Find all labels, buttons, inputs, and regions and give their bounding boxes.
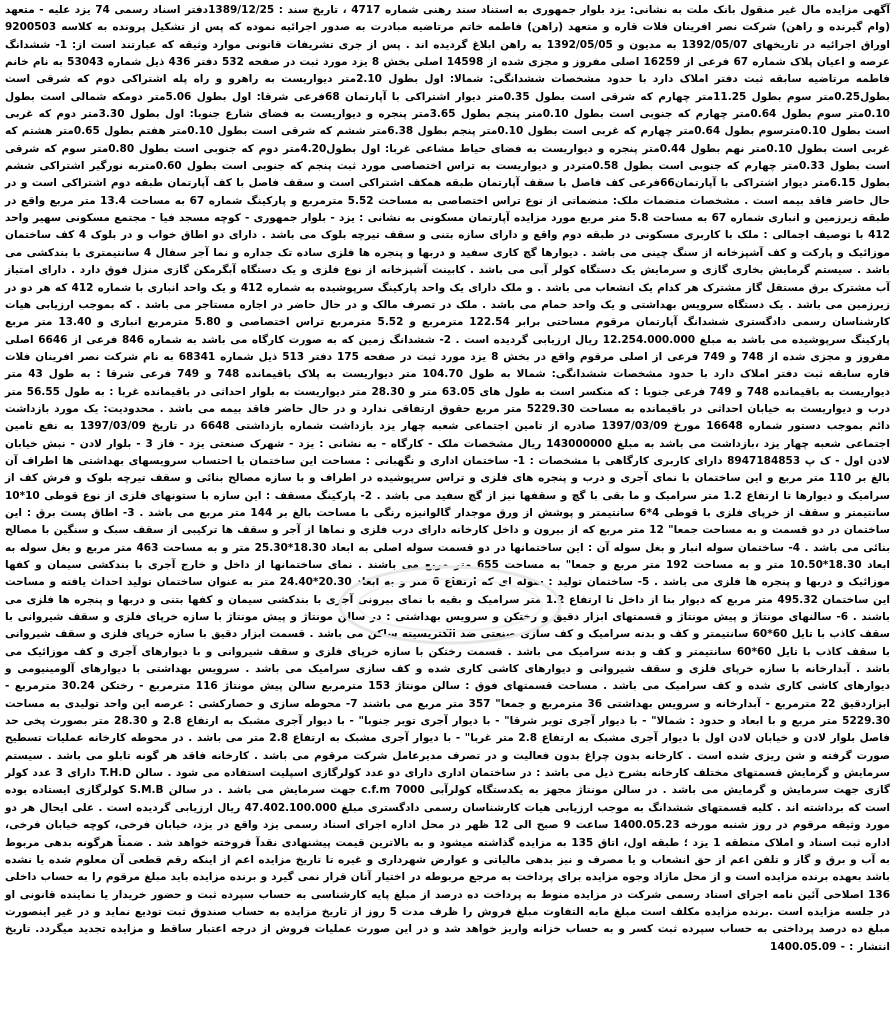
notice-body: آگهی مزایده مال غیر منقول بانک ملت به نشانی: یزد بلوار جمهوری به استناد سند رهنی شماره 4717 ، تاریخ سند : 1389/12/25دفتر اسناد رسمی 74 یزد علیه - متعهد (وام گیرنده و راهن) شرکت نصر افرینان فلات قاره و متعهد (راهن) فاطمه خاتم مرتاضیه مبادرت به صدور اجرائیه نموده که پس از تشکیل پرونده به کلاسه 9200503 اوراق اجرائیه در تاریخهای 1392/05/07 به مدیون و 1392/05/05 به راهن ابلاغ گردیده اند . پس از جری تشریفات قانونی موارد وثیقه که عبارتند است از: 1- ششدانگ عرصه و اعیان پلاک شماره 67 فرعی از 16259 اصلی مفروز و مجزی شده از 14598 اصلی بخش 8 یزد مورد ثبت در صفحه 532 دفتر 436 ذیل شماره 53043 به نام خانم فاطمه مرتاضیه سابقه ثبت دفتر املاک دارد با حدود مشخصات ششدانگی: شمالا: اول بطول 2.10متر دیواریست به راهرو و راه پله اشتراکی دوم که شرقی است بطول0.25متر سوم بطول 11.25متر چهارم که شرقی است بطول 0.35متر دیوار اشتراکی با آپارتمان 68فرعی شرقا: اول بطول 5.06متر دومکه شمالی است بطول 0.10متر سوم بطول 0.64متر چهارم که جنوبی است بطول 0.10متر پنجم بطول 3.65متر پنجره و دیواریست به فضای شارع جنوبا: اول بطول 3.30متر دوم که غربی است بطول 0.10مترسوم بطول 0.64متر چهارم که غربی است بطول 0.10متر پنجم بطول 6.38متر ششم که شرقی است بطول 0.10متر هفتم بطول 0.65متر هشتم که غربی است بطول 0.10متر نهم بطول 0.44متر پنجره و دیواریست به فضای حیاط مشاعی غربا: اول بطول4.20متر دوم که جنوبی است بطول 0.80متر سوم که شرقی است بطول 0.33متر چهارم که جنوبی است بطول 0.58متردر و دیواریست به تراس اختصاصی مورد ثبت پنجم که جنوبی است بطول 0.60متربه نورگیر اشتراکی ششم بطول 6.15متر دیوار اشتراکی با آپارتمان66فرعی کف فاصل با سقف آپارتمان طبقه همکف اشتراکی است و سقف فاصل با کف آپارتمان طبقه دوم اشتراکی است و در حال حاضر فاقد بیمه است . مشخصات منضمات ملک: منضماتی از نوع تراس اختصاصی به مساحت 5.52 مترمربع و پارکینگ شماره 67 به مساحت 13.4 متر مربع واقع در طبقه زیرزمین و انباری شماره 67 به مساحت 5.8 متر مربع مورد مزایده آپارتمان مسکونی به نشانی : یزد - بلوار جمهوری - کوچه مسجد فیا - مجتمع مسکونی سهیر واحد 412 با توصیف اجمالی : ملک با کاربری مسکونی در طبقه دوم واقع و دارای سازه بتنی و سقف تیرچه بلوک می باشد . دارای دو اطاق خواب و در بلوک 4 کف ساختمان موزائیک و پارکت و کف آشپزخانه از سنگ چینی می باشد . دیوارها گچ کاری سفید و دربها و پنجره ها فلزی ساده تک جداره و نما آجر سفال 4 سانتیمتری با بندکشی می باشد . سیستم گرمایش بخاری گازی و سرمایش یک دستگاه کولر آبی می باشد . کابینت آشپزخانه از نوع فلزی و یک دستگاه آبگرمکن گازی منزل فوق دارد . دارای امتیاز آب مشترک برق مستقل گاز مشترک هر کدام یک انشعاب می باشد . و ملک دارای یک واحد پارکینگ سرپوشیده به شماره 412 و یک واحد انباری با شماره 412 که هر دو در زیرزمین می باشد . یک دستگاه سرویس بهداشتی و یک واحد حمام می باشد . ملک در تصرف مالک و در حال حاضر در اجاره مستاجر می باشد . که بموجب ارزیابی هیات کارشناسان رسمی دادگستری ششدانگ آپارتمان مرقوم مساحتی برابر 122.54 مترمربع و 5.52 مترمربع تراس اختصاصی و 5.80 مترمربع انباری و 13.40 متر مربع پارکینگ سرپوشیده می باشد به مبلغ 12.254.000.000 ریال ارزیابی گردیده است . 2- ششدانگ زمین که به صورت کارگاه می باشد به شماره 846 فرعی از 6646 اصلی مفروز و مجزی شده از 748 و 749 فرعی از اصلی مرقوم واقع در بخش 8 یزد مورد ثبت در صفحه 175 دفتر 513 ذیل شماره 68341 به نام شرکت نصر افرینان فلات قاره سابقه ثبت دفتر املاک دارد با حدود مشخصات ششدانگی: شمالا به طول 104.70 متر دیواریست به پلاک باقیمانده 748 و 749 فرعی شرقا : به طول 43 متر دیواریست به باقیمانده 748 و 749 فرعی جنوبا : که منکسر است به طول های 63.05 متر و 28.30 متر دیواریست به بلوار احداثی در باقیمانده غربا : به طول 56.55 متر درب و دیواریست به خیابان احداثی در باقیمانده به مساحت 5229.30 متر مربع حقوق ارتفاقی ندارد و در حال حاضر فاقد بیمه می باشد . محدودیت: یک مورد بازداشت دائم بموجب دستور شماره 16648 مورخ 1397/03/09 صادره از تامین اجتماعی شعبه چهار یزد بازداشت شماره بازداشتی 6648 در تاریخ 1397/03/09 به نفع تامین اجتماعی شعبه چهار یزد ،بازداشت می باشد به مبلغ 143000000 ریال مشخصات ملک - کارگاه - به نشانی : یزد - شهرک صنعتی یزد - فاز 3 - بلوار لادن - نبش خیابان لادن اول - ک پ 8947184853 دارای کاربری کارگاهی با مشخصات : 1- ساختمان اداری و نگهبانی : مساحت این ساختمان با احتساب سرویسهای بهداشتی ها اطراف آن بالغ بر 110 متر مربع و این ساختمان با نمای آجری و درب و پنجره های فلزی و تراس سرپوشیده در اطراف و با سازه مصالح بنائی و سقف تیرچه بلوک و فرش کف از سرامیک و دیوارها تا ارتفاع 1.2 متر سرامیک و ما بقی با گچ و سقفها نیز از گچ سفید می باشد . 2- پارکینگ مسقف : این سازه با ستونهای فلزی از نوع قوطی 10*10 سانتیمتر و سقف از خرپای فلزی با قوطی 4*6 سانتیمتر و پوشش از ورق موجدار گالوانیزه رنگی با مساحت بالغ بر 144 متر مربع می باشد . 3- اطاق پست برق : این ساختمان در دو قسمت و به مساحت جمعا" 12 متر مربع که از بیرون و داخل کارخانه دارای درب فلزی و نماها از آجر و سقف ها ترکیبی از سقف سبک و سنگین با مصالح بنائی می باشد . 4- ساختمان سوله انبار و بغل سوله آن : این ساختمانها در دو قسمت سوله اصلی به ابعاد 18.30*25.30 متر و به مساحت 463 متر مربع و بغل سوله به ابعاد 18.30*10.50 متر و به مساحت 192 متر مربع و جمعا" به مساحت 655 متر مربع می باشند . نمای ساختمانها از داخل و خارج آجری با بندکشی سیمان و کفها موزائیک و دربها و پنجره ها فلزی می باشد . 5- ساختمان تولید : سوله ای که ارتفاع 6 متر و به ابعاد 20.30*24.40 متر به عنوان ساختمان تولید احداث یافته و مساحت این ساختمان 495.32 متر مربع که دیوار بنا از داخل تا ارتفاع 1.2 متر سرامیک و بقیه با نمای بیرونی آجری با بندکشی سیمان و کفها بتنی و دربها و پنجره ها فلزی می باشند . 6- سالنهای مونتاژ و پیش مونتاژ و قسمتهای ابزار دقیق و رختکن و سرویس بهداشتی : در سالن مونتاژ و پیش مونتاژ با سازه خرپای فلزی و سقف شیروانی با سقف کاذب با تایل 60*60 سانتیمتر و کف و بدنه سرامیک و کف سازی صنعتی ضد الکتریسیته ساکن می باشد . قسمت ابزار دقیق با سازه خرپای فلزی و سقف شیروانی با سقف کاذب با تایل 60*60 سانتیمتر و کف و بدنه سرامیک می باشد . قسمت رختکن با سازه خرپای فلزی و سقف شیروانی و با دیوارهای آجری و کف موزائیک می باشد . آبدارخانه با سازه خرپای فلزی و سقف شیروانی و دیوارهای کاشی کاری شده و کف سازی سرامیک می باشد . سرویس بهداشتی با دیوارهای آلومینیومی و دیوارهای کاشی کاری شده و کف سرامیک می باشد . مساحت قسمتهای فوق : سالن مونتاژ 153 مترمربع سالن پیش مونتاژ 116 مترمربع - رختکن 30.24 مترمربع - ابزاردقیق 22 مترمربع - آبدارخانه و سرویس بهداشتی 36 مترمربع و جمعا" 357 متر مربع می باشند 7- محوطه سازی و حصارکشی : عرصه این واحد تولیدی به مساحت 5229.30 متر مربع و با ابعاد و حدود : شمالا" - با دیوار آجری تویر شرقا" - با دیوار آجری تویر جنوبا" - با دیوار آجری مشبک به ارتفاع 2.8 و 28.30 متر بصورت پخی حد فاصل بلوار لادن و خیابان لادن اول با دیوار آجری مشبک به ارتفاع 2.8 متر غربا" - با دیوار آجری مشبک به ارتفاع 2.8 متر می باشد . در محوطه کارخانه عملیات تسطیح صورت گرفته و شن ریزی شده است . کارخانه بدون چراغ بدون فعالیت و در تصرف مدیرعامل شرکت مرقوم می باشد . کارخانه فاقد هر گونه تابلو می باشد . سیستم سرمایش و گرمایش قسمتهای مختلف کارخانه بشرح ذیل می باشد : در ساختمان اداری دارای دو عدد کولرگازی اسپلیت استفاده می شود . سالن T.H.D دارای 3 عدد کولر گازی جهت سرمایش و گرمایش می باشد . در سالن مونتاژ مجهز به یکدستگاه کولرآبی c.f.m 7000 جهت سرمایش می باشد . در سالن S.M.B کولرگازی ایستاده بوده است که برداشته اند . کلیه قسمتهای ششدانگ به موجب ارزیابی هیات کارشناسان رسمی دادگستری مبلغ 47.402.100.000 ریال ارزیابی گردیده است . علی ایحال هر دو مورد وثیقه مرقوم در روز شنبه مورخه 1400.05.23 ساعت 9 صبح الی 12 ظهر در محل اداره اجرای اسناد رسمی یزد واقع در یزد، خیابان فرخی، کوچه خیابان فرخی، اداره ثبت اسناد و املاک منطقه 1 یزد ؛ طبقه اول، اتاق 135 به مزایده گذاشته میشود و به بالاترین قیمت پیشنهادی نقدآ فروخته خواهد شد . ضمناً هرگونه بدهی مربوط به آب و برق و گاز و تلفن اعم از حق انشعاب و یا مصرف و نیز بدهی مالیاتی و عوارض شهرداری و غیره تا تاریخ مزایده اعم از اینکه رقم قطعی آن معلوم شده یا نشده باشد بعهده برنده مزایده است و از محل مازاد وجوه مزایده برای پرداخت به مرجع مربوطه در اختیار آنان قرار نمی گیرد و برنده مزایده باید مبلغ مرقوم را به حساب داخلی 136 اصلاحی آئین نامه اجرای اسناد رسمی شرکت در مزایده منوط به پرداخت ده درصد از مبلغ پایه کارشناسی به حساب سپرده ثبت و حضور خریدار یا نماینده قانونی او در جلسه مزایده است .برنده مزایده مکلف است مبلغ مابه التفاوت مبلغ فروش را ظرف مدت 5 روز از تاریخ مزایده به حساب صندوق ثبت تودیع نماید و در غیر اینصورت مبلغ ده درصد پرداختی به حساب سپرده ثبت کسر و به حساب خزانه واریز خواهد شد و در این صورت عملیات فروش از درجه اعتبار ساقط و مزایده تجدید میگردد. تاریخ انتشار : [5,4,891,953]
publication-date: 1400.05.09 [770,940,837,953]
auction-notice [5,2,890,956]
notice-paragraph: آگهی مزایده مال غیر منقول بانک ملت به نشانی: یزد بلوار جمهوری به استناد سند رهنی شماره 4717 ، تاریخ سند : 1389/12/25دفتر اسناد رسمی 74 یزد علیه - متعهد (وام گیرنده و راهن) شرکت نصر افرینان فلات قاره و متعهد (راهن) فاطمه خاتم مرتاضیه مبادرت به صدور اجرائیه نموده که پس از تشکیل پرونده به کلاسه 9200503 اوراق اجرائیه در تاریخهای 1392/05/07 به مدیون و 1392/05/05 به راهن ابلاغ گردیده اند . پس از جری تشریفات قانونی موارد وثیقه که عبارتند است از: 1- ششدانگ عرصه و اعیان پلاک شماره 67 فرعی از 16259 اصلی مفروز و مجزی شده از 14598 اصلی بخش 8 یزد مورد ثبت در صفحه 532 دفتر 436 ذیل شماره 53043 به نام خانم فاطمه مرتاضیه سابقه ثبت دفتر املاک دارد با حدود مشخصات ششدانگی: شمالا: اول بطول 2.10متر دیواریست به راهرو و راه پله اشتراکی دوم که شرقی است بطول0.25متر سوم بطول 11.25متر چهارم که شرقی است بطول 0.35متر دیوار اشتراکی با آپارتمان 68فرعی شرقا: اول بطول 5.06متر دومکه شمالی است بطول 0.10متر سوم بطول 0.64متر چهارم که جنوبی است بطول 0.10متر پنجم بطول 3.65متر پنجره و دیواریست به فضای شارع جنوبا: اول بطول 3.30متر دوم که غربی است بطول 0.10مترسوم بطول 0.64متر چهارم که غربی است بطول 0.10متر پنجم بطول 6.38متر ششم که شرقی است بطول 0.10متر هفتم بطول 0.65متر هشتم که غربی است بطول 0.10متر نهم بطول 0.44متر پنجره و دیواریست به فضای حیاط مشاعی غربا: اول بطول4.20متر دوم که جنوبی است بطول 0.80متر سوم که شرقی است بطول 0.33متر چهارم که جنوبی است بطول 0.58متردر و دیواریست به تراس اختصاصی مورد ثبت پنجم که جنوبی است بطول 0.60متربه نورگیر اشتراکی ششم بطول 6.15متر دیوار اشتراکی با آپارتمان66فرعی کف فاصل با سقف آپارتمان طبقه همکف اشتراکی است و سقف فاصل با کف آپارتمان طبقه دوم اشتراکی است و در حال حاضر فاقد بیمه است . مشخصات منضمات ملک: منضماتی از نوع تراس اختصاصی به مساحت 5.52 مترمربع و پارکینگ شماره 67 به مساحت 13.4 متر مربع واقع در طبقه زیرزمین و انباری شماره 67 به مساحت 5.8 متر مربع مورد مزایده آپارتمان مسکونی به نشانی : یزد - بلوار جمهوری - کوچه مسجد فیا - مجتمع مسکونی سهیر واحد 412 با توصیف اجمالی : ملک با کاربری مسکونی در طبقه دوم واقع و دارای سازه بتنی و سقف تیرچه بلوک می باشد . دارای دو اطاق خواب و در بلوک 4 کف ساختمان موزائیک و پارکت و کف آشپزخانه از سنگ چینی می باشد . دیوارها گچ کاری سفید و دربها و پنجره ها فلزی ساده تک جداره و نما آجر سفال 4 سانتیمتری با بندکشی می باشد . سیستم گرمایش بخاری گازی و سرمایش یک دستگاه کولر آبی می باشد . کابینت آشپزخانه از نوع فلزی و یک دستگاه آبگرمکن گازی منزل فوق دارد . دارای امتیاز آب مشترک برق مستقل گاز مشترک هر کدام یک انشعاب می باشد . و ملک دارای یک واحد پارکینگ سرپوشیده به شماره 412 و یک واحد انباری با شماره 412 که هر دو در زیرزمین می باشد . یک دستگاه سرویس بهداشتی و یک واحد حمام می باشد . ملک در تصرف مالک و در حال حاضر در اجاره مستاجر می باشد . که بموجب ارزیابی هیات کارشناسان رسمی دادگستری ششدانگ آپارتمان مرقوم مساحتی برابر 122.54 مترمربع و 5.52 مترمربع تراس اختصاصی و 5.80 مترمربع انباری و 13.40 متر مربع پارکینگ سرپوشیده می باشد به مبلغ 12.254.000.000 ریال ارزیابی گردیده است . 2- ششدانگ زمین که به صورت کارگاه می باشد به شماره 846 فرعی از 6646 اصلی مفروز و مجزی شده از 748 و 749 فرعی از اصلی مرقوم واقع در بخش 8 یزد مورد ثبت در صفحه 175 دفتر 513 ذیل شماره 68341 به نام شرکت نصر افرینان فلات قاره سابقه ثبت دفتر املاک دارد با حدود مشخصات ششدانگی: شمالا به طول 104.70 متر دیواریست به پلاک باقیمانده 748 و 749 فرعی شرقا : به طول 43 متر دیواریست به باقیمانده 748 و 749 فرعی جنوبا : که منکسر است به طول های 63.05 متر و 28.30 متر دیواریست به بلوار احداثی در باقیمانده غربا : به طول 56.55 متر درب و دیواریست به خیابان احداثی در باقیمانده به مساحت 5229.30 متر مربع حقوق ارتفاقی ندارد و در حال حاضر فاقد بیمه می باشد . محدودیت: یک مورد بازداشت دائم بموجب دستور شماره 16648 مورخ 1397/03/09 صادره از تامین اجتماعی شعبه چهار یزد بازداشت شماره بازداشتی 6648 در تاریخ 1397/03/09 به نفع تامین اجتماعی شعبه چهار یزد ،بازداشت می باشد به مبلغ 143000000 ریال مشخصات ملک - کارگاه - به نشانی : یزد - شهرک صنعتی یزد - فاز 3 - بلوار لادن - نبش خیابان لادن اول - ک پ 8947184853 دارای کاربری کارگاهی با مشخصات : 1- ساختمان اداری و نگهبانی : مساحت این ساختمان با احتساب سرویسهای بهداشتی ها اطراف آن بالغ بر 110 متر مربع و این ساختمان با نمای آجری و درب و پنجره های فلزی و تراس سرپوشیده در اطراف و با سازه مصالح بنائی و سقف تیرچه بلوک و فرش کف از سرامیک و دیوارها تا ارتفاع 1.2 متر سرامیک و ما بقی با گچ و سقفها نیز از گچ سفید می باشد . 2- پارکینگ مسقف : این سازه با ستونهای فلزی از نوع قوطی 10*10 سانتیمتر و سقف از خرپای فلزی با قوطی 4*6 سانتیمتر و پوشش از ورق موجدار گالوانیزه رنگی با مساحت بالغ بر 144 متر مربع می باشد . 3- اطاق پست برق : این ساختمان در دو قسمت و به مساحت جمعا" 12 متر مربع که از بیرون و داخل کارخانه دارای درب فلزی و نماها از آجر و سقف ها ترکیبی از سقف سبک و سنگین با مصالح بنائی می باشد . 4- ساختمان سوله انبار و بغل سوله آن : این ساختمانها در دو قسمت سوله اصلی به ابعاد 18.30*25.30 متر و به مساحت 463 متر مربع و بغل سوله به ابعاد 18.30*10.50 متر و به مساحت 192 متر مربع و جمعا" به مساحت 655 متر مربع می باشند . نمای ساختمانها از داخل و خارج آجری با بندکشی سیمان و کفها موزائیک و دربها و پنجره ها فلزی می باشد . 5- ساختمان تولید : سوله ای که ارتفاع 6 متر و به ابعاد 20.30*24.40 متر به عنوان ساختمان تولید احداث یافته و مساحت این ساختمان 495.32 متر مربع که دیوار بنا از داخل تا ارتفاع 1.2 متر سرامیک و بقیه با نمای بیرونی آجری با بندکشی سیمان و کفها بتنی و دربها و پنجره ها فلزی می باشند . 6- سالنهای مونتاژ و پیش مونتاژ و قسمتهای ابزار دقیق و رختکن و سرویس بهداشتی : در سالن مونتاژ و پیش مونتاژ با سازه خرپای فلزی و سقف شیروانی با سقف کاذب با تایل 60*60 سانتیمتر و کف و بدنه سرامیک و کف سازی صنعتی ضد الکتریسیته ساکن می باشد . قسمت ابزار دقیق با سازه خرپای فلزی و سقف شیروانی با سقف کاذب با تایل 60*60 سانتیمتر و کف و بدنه سرامیک می باشد . قسمت رختکن با سازه خرپای فلزی و سقف شیروانی و با دیوارهای آجری و کف موزائیک می باشد . آبدارخانه با سازه خرپای فلزی و سقف شیروانی و دیوارهای کاشی کاری شده و کف سازی سرامیک می باشد . سرویس بهداشتی با دیوارهای آلومینیومی و دیوارهای کاشی کاری شده و کف سرامیک می باشد . مساحت قسمتهای فوق : سالن مونتاژ 153 مترمربع سالن پیش مونتاژ 116 مترمربع - رختکن 30.24 مترمربع - ابزاردقیق 22 مترمربع - آبدارخانه و سرویس بهداشتی 36 مترمربع و جمعا" 357 متر مربع می باشند 7- محوطه سازی و حصارکشی : عرصه این واحد تولیدی به مساحت 5229.30 متر مربع و با ابعاد و حدود : شمالا" - با دیوار آجری تویر شرقا" - با دیوار آجری تویر جنوبا" - با دیوار آجری مشبک به ارتفاع 2.8 و 28.30 متر بصورت پخی حد فاصل بلوار لادن و خیابان لادن اول با دیوار آجری مشبک به ارتفاع 2.8 متر غربا" - با دیوار آجری مشبک به ارتفاع 2.8 متر می باشد . در محوطه کارخانه عملیات تسطیح صورت گرفته و شن ریزی شده است . کارخانه بدون چراغ بدون فعالیت و در تصرف مدیرعامل شرکت مرقوم می باشد . کارخانه فاقد هر گونه تابلو می باشد . سیستم سرمایش و گرمایش قسمتهای مختلف کارخانه بشرح ذیل می باشد : در ساختمان اداری دارای دو عدد کولرگازی اسپلیت استفاده می شود . سالن T.H.D دارای 3 عدد کولر گازی جهت سرمایش و گرمایش می باشد . در سالن مونتاژ مجهز به یکدستگاه کولرآبی c.f.m 7000 جهت سرمایش می باشد . در سالن S.M.B کولرگازی ایستاده بوده است که برداشته اند . کلیه قسمتهای ششدانگ به موجب ارزیابی هیات کارشناسان رسمی دادگستری مبلغ 47.402.100.000 ریال ارزیابی گردیده است . علی ایحال هر دو مورد وثیقه مرقوم در روز شنبه مورخه 1400.05.23 ساعت 9 صبح الی 12 ظهر در محل اداره اجرای اسناد رسمی یزد واقع در یزد، خیابان فرخی، کوچه خیابان فرخی، اداره ثبت اسناد و املاک منطقه 1 یزد ؛ طبقه اول، اتاق 135 به مزایده گذاشته میشود و به بالاترین قیمت پیشنهادی نقدآ فروخته خواهد شد . ضمناً هرگونه بدهی مربوط به آب و برق و گاز و تلفن اعم از حق انشعاب و یا مصرف و نیز بدهی مالیاتی و عوارض شهرداری و غیره تا تاریخ مزایده اعم از اینکه رقم قطعی آن معلوم شده یا نشده باشد بعهده برنده مزایده است و از محل مازاد وجوه مزایده برای پرداخت به مرجع مربوطه در اختیار آنان قرار نمی گیرد و برنده مزایده باید مبلغ مرقوم را به حساب داخلی 136 اصلاحی آئین نامه اجرای اسناد رسمی شرکت در مزایده منوط به پرداخت ده درصد از مبلغ پایه کارشناسی به حساب سپرده ثبت و حضور خریدار یا نماینده قانونی او در جلسه مزایده است .برنده مزایده مکلف است مبلغ مابه التفاوت مبلغ فروش را ظرف مدت 5 روز از تاریخ مزایده به حساب صندوق ثبت تودیع نماید و در غیر اینصورت مبلغ ده درصد پرداختی به حساب سپرده ثبت کسر و به حساب خزانه واریز خواهد شد و در این صورت عملیات فروش از درجه اعتبار ساقط و مزایده تجدید میگردد. تاریخ انتشار : - 1400.05.09 [5,4,891,953]
